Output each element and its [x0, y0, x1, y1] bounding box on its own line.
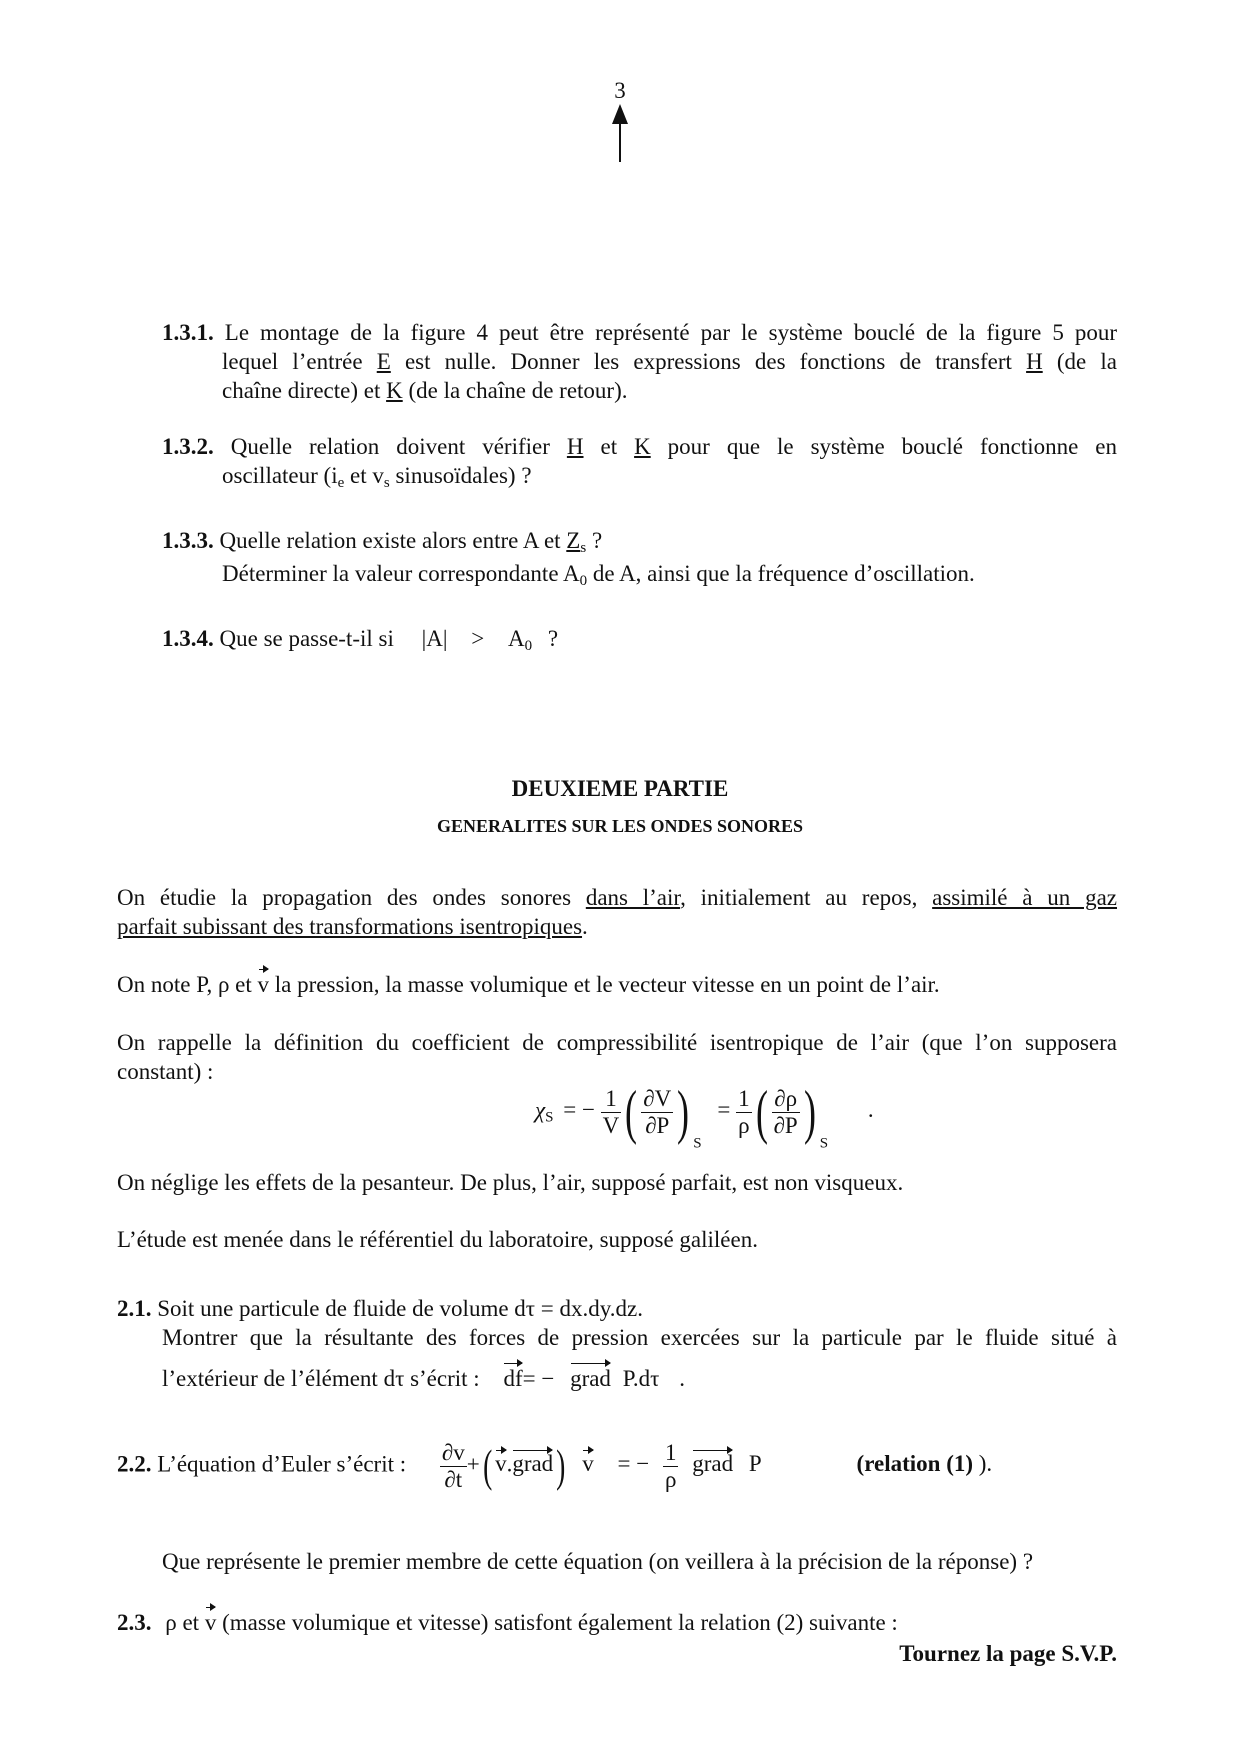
frame-paragraph: L’étude est menée dans le référentiel du laboratoire, supposé galiléen.	[117, 1227, 758, 1252]
question-2-1: 2.1. Soit une particule de fluide de volume dτ = dx.dy.dz. Montrer que la résultante des forces de pression exercées sur la particule par le fluide situé à l’extérieur de l’élément dτ s’écrit : df= − grad P.dτ .	[117, 1296, 1117, 1391]
question-number: 2.1.	[117, 1296, 152, 1321]
turn-page-footer: Tournez la page S.V.P.	[899, 1641, 1117, 1666]
part-subtitle: GENERALITES SUR LES ONDES SONORES	[436, 816, 804, 836]
question-number: 1.3.4.	[162, 626, 214, 651]
relation-label: (relation (1) ).	[856, 1451, 993, 1477]
chi-formula: $\chi_S$ = − $\frac{1}{V}$ ( $\frac{\partial V}{\partial P}$ ) $_S$ = $\frac{1}{\rho}$ ( $\frac{\partial\rho}{\partial P}$ ) $_S$ .	[535, 1079, 874, 1152]
notation-paragraph: On note P, ρ et v la pression, la masse volumique et le vecteur vitesse en un point de l’air.	[117, 972, 940, 997]
vector-df: df	[503, 1366, 523, 1391]
abs-a: |A|	[421, 626, 448, 651]
euler-time-derivative: $\frac{\partial v}{\partial t}$	[441, 1439, 465, 1492]
question-number: 1.3.1.	[162, 320, 214, 345]
up-arrow-icon	[612, 104, 628, 164]
page-number: 3	[614, 78, 626, 103]
question-1-3-1: 1.3.1. Le montage de la figure 4 peut être représenté par le système bouclé de la figure 5 pour lequel l’entrée E est nulle. Donner les expressions des fonctions de transfert H (de la chaîne directe) et K (de la chaîne de retour).	[162, 320, 1117, 403]
gravity-paragraph: On néglige les effets de la pesanteur. De plus, l’air, supposé parfait, est non visqueux.	[117, 1170, 904, 1195]
question-2-3: 2.3. ρ et v (masse volumique et vitesse) satisfont également la relation (2) suivante :	[117, 1610, 898, 1635]
vector-grad: grad	[570, 1366, 611, 1391]
vector-v: v	[257, 972, 270, 997]
question-1-3-3: 1.3.3. Quelle relation existe alors entre A et $Z_s$ ? Déterminer la valeur correspondante $A_0$ de A, ainsi que la fréquence d’oscillation.	[162, 528, 975, 589]
question-2-2: 2.2. L’équation d’Euler s’écrit : $\frac{\partial v}{\partial t}$ +( v.grad) v = − $\frac{1}{\rho}$ grad P (relation (1) ).	[117, 1439, 993, 1492]
question-number: 2.2.	[117, 1451, 152, 1477]
question-2-2-prompt: Que représente le premier membre de cette équation (on veillera à la précision de la réponse) ?	[162, 1549, 1034, 1574]
question-number: 2.3.	[117, 1610, 152, 1635]
part-title: DEUXIEME PARTIE	[511, 776, 729, 801]
question-1-3-2: 1.3.2. Quelle relation doivent vérifier H et K pour que le système bouclé fonctionne en oscillateur ($i_e$ et $v_s$ sinusoïdales) ?	[162, 434, 1118, 491]
compressibility-paragraph: On rappelle la définition du coefficient de compressibilité isentropique de l’air (que l’on supposera constant) :	[117, 1030, 1117, 1084]
question-number: 1.3.2.	[162, 434, 214, 459]
question-number: 1.3.3.	[162, 528, 214, 553]
intro-paragraph: On étudie la propagation des ondes sonores dans l’air, initialement au repos, assimilé à un gaz parfait subissant des transformations isentropiques.	[117, 885, 1117, 939]
question-1-3-4: 1.3.4. Que se passe-t-il si $|A| > A_0$ ?	[162, 626, 559, 654]
